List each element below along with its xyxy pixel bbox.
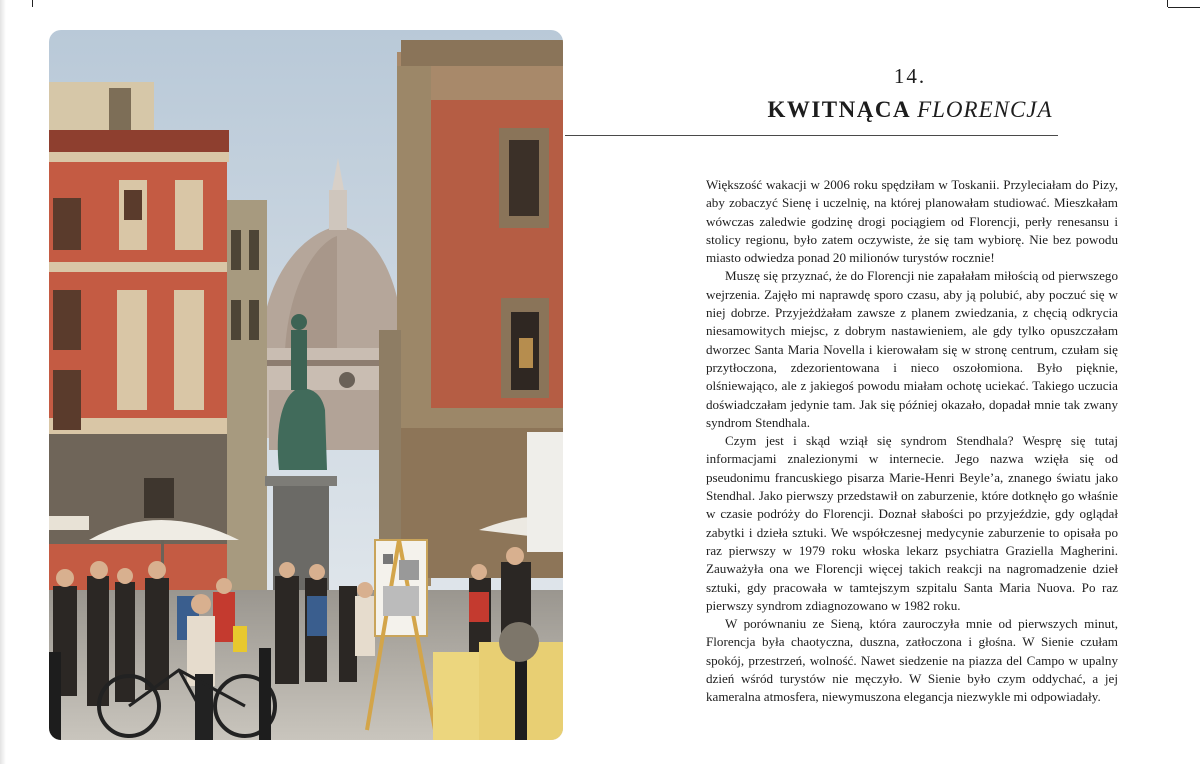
body-paragraph: Większość wakacji w 2006 roku spędziłam w Toskanii. Przyleciałam do Pizy, aby zobaczyć Sienę i uczelnię, na której planowałam studiować. Mieszkałam wówczas zaledwie godzinę drogi pociągiem od Florencji, perły renesansu i stolicy regionu, było zatem oczywiste, że się tam wybiorę. Nie bez powodu miasto odwiedza ponad 20 milionów turystów rocznie! bbox=[706, 177, 1118, 266]
crop-mark bbox=[1167, 0, 1168, 7]
crop-mark bbox=[32, 0, 33, 7]
body-paragraph: W porównaniu ze Sieną, która zauroczyła mnie od pierwszych minut, Florencja była chaotyczna, duszna, zatłoczona i głośna. W Sienie czułam spokój, przestrzeń, wolność. Nawet siedzenie na piazza del Campo w upalny dzień wśród turystów nie męczyło. W Sienie było czym oddychać, a jej kameralna atmosfera, niewymuszona elegancja niezwykle mi odpowiadały. bbox=[706, 616, 1118, 705]
chapter-title bbox=[740, 97, 1080, 123]
page-fold-shadow bbox=[0, 0, 6, 764]
crop-mark bbox=[1168, 7, 1200, 8]
title-rule bbox=[565, 135, 1058, 136]
chapter-number: 14. bbox=[893, 64, 927, 88]
chapter-title-italic: FLORENCJA bbox=[917, 97, 1053, 122]
chapter-body bbox=[706, 176, 1118, 707]
florence-street-photo bbox=[49, 30, 563, 740]
chapter-title-main: KWITNĄCA bbox=[767, 97, 912, 122]
body-paragraph: Muszę się przyznać, że do Florencji nie zapałałam miłością od pierwszego wejrzenia. Zajęło mi naprawdę sporo czasu, aby ją polubić, aby poczuć się w niej dobrze. Przyjeżdżałam zawsze z planem zwiedzania, z chęcią odkrycia niesamowitych miejsc, z dobrym nastawieniem, ale gdy tylko opuszczałam dworzec Santa Maria Novella i kierowałam się w stronę centrum, czułam się przytłoczona, zdezorientowana i nieco oszołomiona. Było pięknie, olśniewająco, ale z jakiegoś powodu miałam ochotę uciekać. Takiego uczucia doświadczałam jedynie tam. Jak się później okazało, dopadał mnie tak zwany syndrom Stendhala. bbox=[706, 268, 1118, 430]
body-paragraph: Czym jest i skąd wziął się syndrom Stendhala? Wesprę się tutaj informacjami znalezionymi w internecie. Jego nazwa wzięła się od pseudonimu francuskiego pisarza Marie-Henri Beyle’a, znanego światu jako Stendhal. Jako pierwszy przedstawił on zaburzenie, które dotknęło go właśnie w czasie podróży do Florencji. Doznał słabości po przyjeździe, gdy oglądał zabytki i dzieła sztuki. We współczesnej medycynie zaburzenie to opisała po raz pierwszy w 1979 roku włoska lekarz psychiatra Graziella Magherini. Zauważyła ona we Florencji więcej takich reakcji na nagromadzenie dzieł sztuki, gdy pracowała w tamtejszym szpitalu Santa Maria Nuova. Po raz pierwszy syndrom zdiagnozowano w 1982 roku. bbox=[706, 433, 1118, 613]
